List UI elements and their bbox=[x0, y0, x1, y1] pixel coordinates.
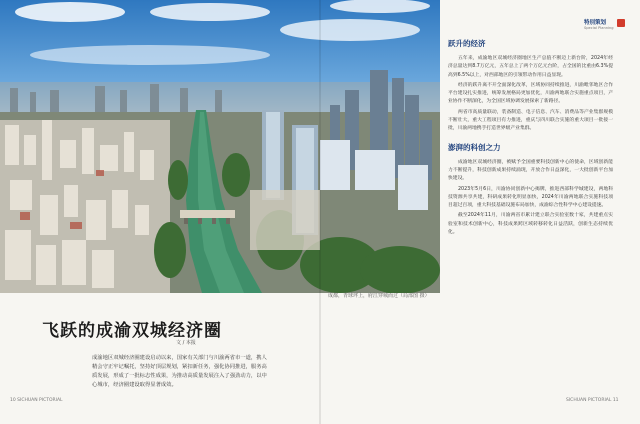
section-heading-innovation: 澎湃的科创之力 bbox=[448, 142, 501, 152]
city-aerial-photo bbox=[0, 0, 440, 293]
section-heading-economy: 跃升的经济 bbox=[448, 39, 486, 48]
paragraph: 2023年5月6日，川渝协同创新中心揭牌，推进西部科学城建设，两地科技资源共享共建，科研成果转化明显加快，2024年川渝两地联合实施科技项目超过百项，重大科技基础设施布局加快，成渝综合性科学中心建设提速。 bbox=[448, 186, 613, 209]
paragraph: 经济的跃升离不开全面深化改革，区域协同持续推进，川渝毗邻地区合作平台建设扎实推进，统筹发展格局更加优化，川渝两地联合实施重点项目，产业协作不断深化，为全国区域协调发展探索了新路径。 bbox=[448, 82, 613, 105]
article-intro: 成渝地区双城经济圈建设启动以来，国家有关部门与川渝两省市一道，携人精会守正牢记嘱托，坚持好顶层规划，紧扣新任务，强化协同推进，服务高质发展，形成了一批标志性成果，为推动高质量发展注入了强劲动力，以中心城市，经济圈建设取得显著成效。 bbox=[92, 355, 267, 388]
paragraph: 五年来，成渝地区双城经济圈地区生产总值不断迈上新台阶，2024年经济总量达到8.7万亿元，五年总上了两个万亿元台阶，占全国的比重由6.3%提高到6.5%以上，对西部地区的引领带动作用日益显现。 bbox=[448, 56, 613, 78]
article-title: 飞跃的成渝双城经济圈 bbox=[42, 321, 222, 341]
city-skyline-illustration bbox=[0, 0, 440, 293]
left-page-footer: 10 SICHUAN PICTORIAL bbox=[10, 398, 63, 403]
paragraph: 两省市高质量联动，装备制造、电子信息、汽车、消费品等产业集群规模不断壮大，重大工程项目有力推进，重庆与四川联合实施的重大项目一批接一批，川渝两地携手打造世界级产业集群。 bbox=[448, 109, 613, 132]
badge-square-icon bbox=[617, 19, 625, 27]
right-page-footer: SICHUAN PICTORIAL 11 bbox=[566, 398, 619, 403]
paragraph: 截至2024年11月，川渝两省市累计建立联合实验室数十家，共建重点实验室和技术创新中心，科技成果跨区域转移转化日益活跃，创新生态持续优化。 bbox=[448, 213, 613, 236]
right-text-column bbox=[448, 38, 613, 239]
section-badge bbox=[584, 18, 626, 30]
paragraph: 成渝地区双城经济圈，被赋予全国重要科技创新中心的使命，区域创新能力不断提升，科技创新成果持续涌现，开放合作日益深化，一大批创新平台加快建设。 bbox=[448, 159, 613, 182]
article-author: 文 / 本报 bbox=[176, 340, 196, 346]
photo-caption: 成都，青球坪上，府江穿城而过（局部图 摄） bbox=[328, 293, 430, 299]
page-gutter bbox=[319, 0, 321, 424]
badge-title: 特别策划 bbox=[584, 20, 607, 26]
badge-subtitle: Special Planning bbox=[584, 26, 614, 30]
